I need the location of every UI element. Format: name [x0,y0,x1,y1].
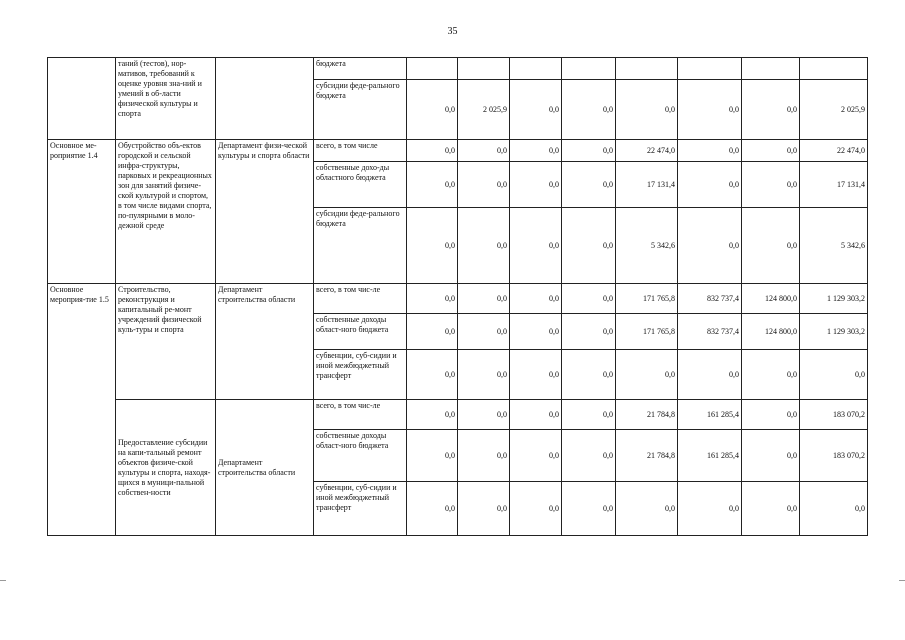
value-cell: 0,0 [742,162,800,208]
value-cell: 124 800,0 [742,314,800,350]
activity-description-cell: Обустройство объ-ектов городской и сельской инфра-структуры, парковых и рекреационных зон для занятий физиче-ской культурой и спортом, в том числе видами спорта, по-пулярными в моло-дежной среде [116,140,216,284]
value-cell: 0,0 [742,400,800,430]
value-cell: 161 285,4 [678,400,742,430]
scan-edge-mark-right [899,580,905,581]
value-cell [742,58,800,80]
funding-source-cell: субвенции, суб-сидии и иной межбюджетный трансферт [314,350,407,400]
value-cell [800,58,868,80]
value-cell: 2 025,9 [458,80,510,140]
value-cell: 0,0 [616,482,678,536]
funding-source-cell: собственные доходы област-ного бюджета [314,430,407,482]
value-cell: 0,0 [562,314,616,350]
value-cell: 124 800,0 [742,284,800,314]
value-cell: 0,0 [510,208,562,284]
value-cell: 0,0 [407,162,458,208]
value-cell: 0,0 [678,162,742,208]
activity-code-cell: Основное мероприя-тие 1.5 [48,284,116,536]
value-cell: 171 765,8 [616,314,678,350]
value-cell: 17 131,4 [800,162,868,208]
value-cell: 0,0 [678,208,742,284]
funding-source-cell: всего, в том чис-ле [314,284,407,314]
value-cell: 17 131,4 [616,162,678,208]
department-cell: Департамент строительства области [216,284,314,400]
value-cell: 5 342,6 [800,208,868,284]
value-cell: 0,0 [742,140,800,162]
value-cell: 0,0 [562,284,616,314]
value-cell: 21 784,8 [616,430,678,482]
value-cell: 0,0 [800,350,868,400]
value-cell: 0,0 [510,314,562,350]
table-row [48,140,868,162]
value-cell: 0,0 [510,400,562,430]
value-cell [458,58,510,80]
value-cell: 0,0 [510,350,562,400]
value-cell [510,58,562,80]
value-cell: 0,0 [742,430,800,482]
value-cell: 161 285,4 [678,430,742,482]
value-cell: 0,0 [407,80,458,140]
value-cell: 0,0 [678,350,742,400]
value-cell: 0,0 [458,350,510,400]
value-cell: 0,0 [458,162,510,208]
value-cell: 0,0 [562,208,616,284]
value-cell: 0,0 [510,80,562,140]
value-cell: 1 129 303,2 [800,284,868,314]
value-cell: 0,0 [510,284,562,314]
value-cell: 0,0 [742,80,800,140]
value-cell: 0,0 [616,350,678,400]
value-cell: 0,0 [458,140,510,162]
value-cell [616,58,678,80]
value-cell: 0,0 [742,208,800,284]
value-cell: 0,0 [407,140,458,162]
value-cell: 5 342,6 [616,208,678,284]
value-cell: 0,0 [562,482,616,536]
value-cell [407,58,458,80]
value-cell: 0,0 [742,482,800,536]
value-cell: 0,0 [678,80,742,140]
value-cell: 0,0 [800,482,868,536]
value-cell: 0,0 [407,314,458,350]
value-cell: 183 070,2 [800,430,868,482]
value-cell: 0,0 [562,350,616,400]
value-cell [562,58,616,80]
funding-source-cell: субсидии феде-ральногo бюджета [314,208,407,284]
value-cell: 0,0 [407,482,458,536]
value-cell [678,58,742,80]
value-cell: 0,0 [458,314,510,350]
value-cell: 0,0 [616,80,678,140]
value-cell: 0,0 [562,140,616,162]
funding-source-cell: бюджета [314,58,407,80]
activity-code-cell: Основное ме-роприятие 1.4 [48,140,116,284]
table-row [48,400,868,430]
funding-source-cell: субсидии феде-ральногo бюджета [314,80,407,140]
value-cell: 0,0 [678,482,742,536]
department-cell: Департамент физи-ческой культуры и спорта области [216,140,314,284]
value-cell: 183 070,2 [800,400,868,430]
value-cell: 0,0 [407,350,458,400]
value-cell: 22 474,0 [616,140,678,162]
value-cell: 0,0 [458,284,510,314]
activity-description-cell: таний (тестов), нор-мативов, требований к оценке уровня зна-ний и умений в об-ласти физической культуры и спорта [116,58,216,140]
value-cell: 0,0 [562,430,616,482]
value-cell: 1 129 303,2 [800,314,868,350]
value-cell: 0,0 [407,208,458,284]
department-cell [216,58,314,140]
value-cell: 21 784,8 [616,400,678,430]
value-cell: 171 765,8 [616,284,678,314]
funding-source-cell: собственные дохо-ды областного бюджета [314,162,407,208]
table-row [48,58,868,80]
value-cell: 0,0 [742,350,800,400]
table-row [48,284,868,314]
value-cell: 0,0 [562,80,616,140]
value-cell: 0,0 [407,430,458,482]
value-cell: 0,0 [458,400,510,430]
page-number: 35 [447,26,458,37]
activity-description-cell: Строительство, реконструкция и капитальный ре-монт учреждений физической куль-туры и спорта [116,284,216,400]
value-cell: 832 737,4 [678,314,742,350]
value-cell: 0,0 [510,140,562,162]
funding-source-cell: всего, в том чис-ле [314,400,407,430]
value-cell: 0,0 [458,482,510,536]
value-cell: 0,0 [407,284,458,314]
value-cell: 0,0 [458,430,510,482]
activity-description-cell: Предоставление субсидии на капи-тальный ремонт объектов физиче-ской культуры и спорта, находя-щихся в муници-пальной собствен-ности [116,400,216,536]
funding-source-cell: всего, в том числе [314,140,407,162]
funding-source-cell: субвенции, суб-сидии и иной межбюджетный трансферт [314,482,407,536]
value-cell: 0,0 [678,140,742,162]
department-cell: Департамент строительства области [216,400,314,536]
value-cell: 0,0 [562,162,616,208]
value-cell: 0,0 [510,430,562,482]
value-cell: 0,0 [510,482,562,536]
value-cell: 22 474,0 [800,140,868,162]
value-cell: 0,0 [510,162,562,208]
activity-code-cell [48,58,116,140]
value-cell: 0,0 [407,400,458,430]
value-cell: 2 025,9 [800,80,868,140]
value-cell: 832 737,4 [678,284,742,314]
value-cell: 0,0 [458,208,510,284]
budget-table [47,57,868,536]
scan-edge-mark-left [0,580,6,581]
funding-source-cell: собственные доходы област-ного бюджета [314,314,407,350]
value-cell: 0,0 [562,400,616,430]
